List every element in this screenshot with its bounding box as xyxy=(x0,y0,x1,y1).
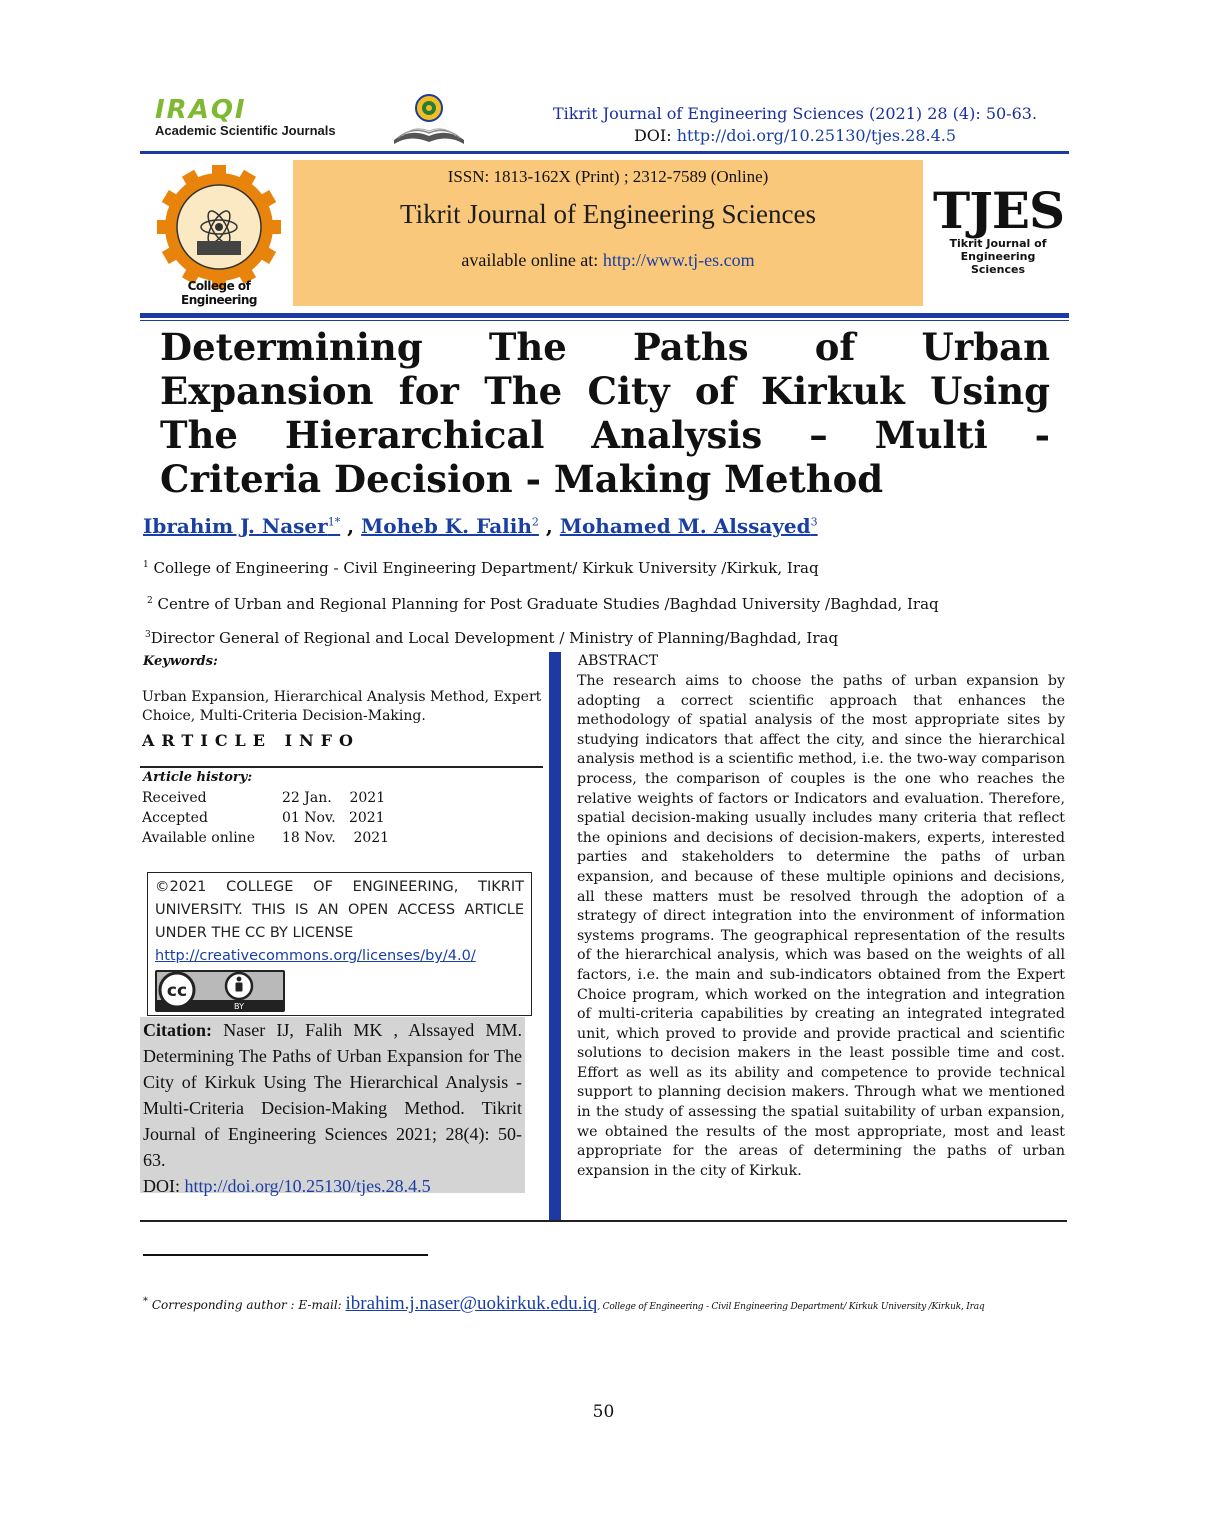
doi-link[interactable]: http://doi.org/10.25130/tjes.28.4.5 xyxy=(676,126,957,145)
iraqi-logo-text: IRAQI xyxy=(155,95,247,125)
issn-line: ISSN: 1813-162X (Print) ; 2312-7589 (Online) xyxy=(447,167,769,186)
tjes-logo-subtitle-1: Tikrit Journal of xyxy=(949,237,1047,250)
citation-doi-label: DOI: xyxy=(143,1176,180,1196)
banner-divider-thin xyxy=(140,320,1069,321)
article-history-heading: Article history: xyxy=(143,770,253,785)
author-list xyxy=(143,514,1043,538)
page-number: 50 xyxy=(592,1402,615,1422)
column-divider xyxy=(549,652,561,1220)
article-info-heading: ARTICLE INFO xyxy=(142,731,360,750)
journal-title: Tikrit Journal of Engineering Sciences xyxy=(400,199,816,229)
header-divider xyxy=(140,151,1069,154)
author-2-name: Moheb K. Falih xyxy=(361,514,532,538)
gear-emblem-icon xyxy=(153,165,285,290)
history-label: Accepted xyxy=(142,810,208,826)
license-link[interactable]: http://creativecommons.org/licenses/by/4.0/ xyxy=(155,948,476,964)
cc-by-license-icon[interactable] xyxy=(155,970,285,1012)
tjes-logo xyxy=(933,181,1065,285)
author-separator: , xyxy=(347,514,355,538)
journal-doi-line xyxy=(520,125,1070,147)
iraqi-logo-subtitle: Academic Scientific Journals xyxy=(155,123,336,138)
keywords-text: Urban Expansion, Hierarchical Analysis Method, Expert Choice, Multi-Criteria Decision-Making. xyxy=(142,689,542,724)
journal-volume-line: Tikrit Journal of Engineering Sciences (2021) 28 (4): 50-63. xyxy=(552,104,1038,123)
section-bottom-divider xyxy=(140,1220,1067,1222)
footnote-affiliation: , College of Engineering - Civil Engineering Department/ Kirkuk University /Kirkuk, Iraq xyxy=(597,1302,985,1312)
footnote-divider xyxy=(143,1254,428,1256)
author-1[interactable] xyxy=(143,514,340,538)
history-date: 22 Jan. 2021 xyxy=(282,790,386,806)
available-label: available online at: xyxy=(461,250,599,270)
history-date: 01 Nov. 2021 xyxy=(282,810,385,826)
citation-doi xyxy=(143,1173,522,1199)
history-row-available-online xyxy=(142,829,402,849)
affiliation-2-marker: 2 xyxy=(147,596,153,606)
affiliation-3 xyxy=(145,629,838,647)
corresponding-email-link[interactable]: ibrahim.j.naser@uokirkuk.edu.iq xyxy=(345,1293,598,1314)
affiliation-2-text: Centre of Urban and Regional Planning for Post Graduate Studies /Baghdad University /Baghdad, Iraq xyxy=(157,595,939,613)
history-row-received xyxy=(142,789,402,809)
article-history xyxy=(142,789,402,849)
footnote-label: Corresponding author : E-mail: xyxy=(151,1298,342,1312)
author-3-name: Mohamed M. Alssayed xyxy=(559,514,811,538)
author-1-marker: 1* xyxy=(327,515,341,529)
affiliation-1-text: College of Engineering - Civil Engineering Department/ Kirkuk University /Kirkuk, Iraq xyxy=(153,559,819,577)
footnote-marker: * xyxy=(143,1296,148,1307)
affiliation-1 xyxy=(143,559,819,577)
cc-label: cc xyxy=(166,981,188,1001)
abstract-text: The research aims to choose the paths of urban expansion by adopting a correct scientific approach that enhances the methodology of spatial analysis of the most appropriate sites by studying indicators that affect the city, and since the hierarchical analysis method is a scientific method, i.e. the two-way comparison process, the comparison of couples is the one who reaches the relative weights of factors or Indicators and evaluation. Therefore, spatial decision-making usually includes many criteria that reflect the opinions and decisions of decision-makers, experts, interested parties and stakeholders to determine the paths of urban expansion, and because of these multiple opinions and decisions, all these matters must be resolved through the adoption of a strategy of direct integration into the environment of information systems programs. The geographical representation of the results of the hierarchical analysis, which was based on the weights of all factors, i.e. the main and sub-indicators obtained from the Expert Choice program, which worked on the integration and integration of multi-criteria capabilities by creating an integrated integrated unit, which proved to provide and provide practical and scientific solutions to decision makers in the least possible time and cost. Effort as well as its ability and competence to provide technical support to planning decision makers. Through what we mentioned in the study of assessing the spatial suitability of urban expansion, we obtained the results of the most appropriate, most and least appropriate for the areas of determining the paths of urban expansion in the city of Kirkuk. xyxy=(577,673,1065,1179)
affiliation-1-marker: 1 xyxy=(143,560,149,570)
college-of-engineering-logo xyxy=(153,165,285,307)
journal-citation-reference xyxy=(520,103,1070,147)
journal-banner xyxy=(293,160,923,306)
abstract-heading: ABSTRACT xyxy=(578,653,659,669)
keywords-heading: Keywords: xyxy=(143,654,218,669)
author-2[interactable] xyxy=(361,514,539,538)
citation-doi-link[interactable]: http://doi.org/10.25130/tjes.28.4.5 xyxy=(184,1176,431,1196)
affiliation-3-marker: 3 xyxy=(145,630,151,640)
doi-label: DOI: xyxy=(633,126,672,145)
author-separator: , xyxy=(545,514,553,538)
available-online-line xyxy=(293,250,923,271)
author-3[interactable] xyxy=(560,514,818,538)
citation-label: Citation: xyxy=(143,1020,212,1040)
tjes-logo-text: TJES xyxy=(933,181,1065,240)
affiliation-3-text: Director General of Regional and Local Development / Ministry of Planning/Baghdad, Iraq xyxy=(150,629,839,647)
history-label: Received xyxy=(142,790,207,806)
citation-text xyxy=(143,1017,522,1173)
open-book-emblem-icon xyxy=(390,92,468,150)
iraqi-journals-logo xyxy=(155,97,355,141)
article-info-divider xyxy=(140,766,543,768)
author-1-name: Ibrahim J. Naser xyxy=(143,514,328,538)
corresponding-author-footnote xyxy=(143,1293,1083,1315)
license-box xyxy=(147,872,532,1016)
history-row-accepted xyxy=(142,809,402,829)
cc-by-label: BY xyxy=(234,1002,244,1011)
paper-title: Determining The Paths of Urban Expansion for The City of Kirkuk Using The Hierarchical Analysis – Multi - Criteria Decision - Making Method xyxy=(160,325,1050,501)
history-date: 18 Nov. 2021 xyxy=(282,830,390,846)
citation-body: Naser IJ, Falih MK , Alssayed MM. Determining The Paths of Urban Expansion for The City of Kirkuk Using The Hierarchical Analysis - Multi-Criteria Decision-Making Method. Tikrit Journal of Engineering Sciences 2021; 28(4): 50- 63. xyxy=(143,1020,522,1170)
college-caption: College of Engineering xyxy=(181,279,257,307)
license-text: ©2021 COLLEGE OF ENGINEERING, TIKRIT UNIVERSITY. THIS IS AN OPEN ACCESS ARTICLE UNDER THE CC BY LICENSE xyxy=(155,879,524,941)
history-label: Available online xyxy=(142,830,255,846)
author-3-marker: 3 xyxy=(810,515,818,529)
citation-box xyxy=(140,1017,525,1196)
affiliation-2 xyxy=(147,595,939,613)
banner-divider xyxy=(140,313,1069,318)
author-2-marker: 2 xyxy=(531,515,539,529)
tjes-logo-subtitle-2: Engineering Sciences xyxy=(960,250,1036,276)
journal-website-link[interactable]: http://www.tj-es.com xyxy=(602,250,755,270)
